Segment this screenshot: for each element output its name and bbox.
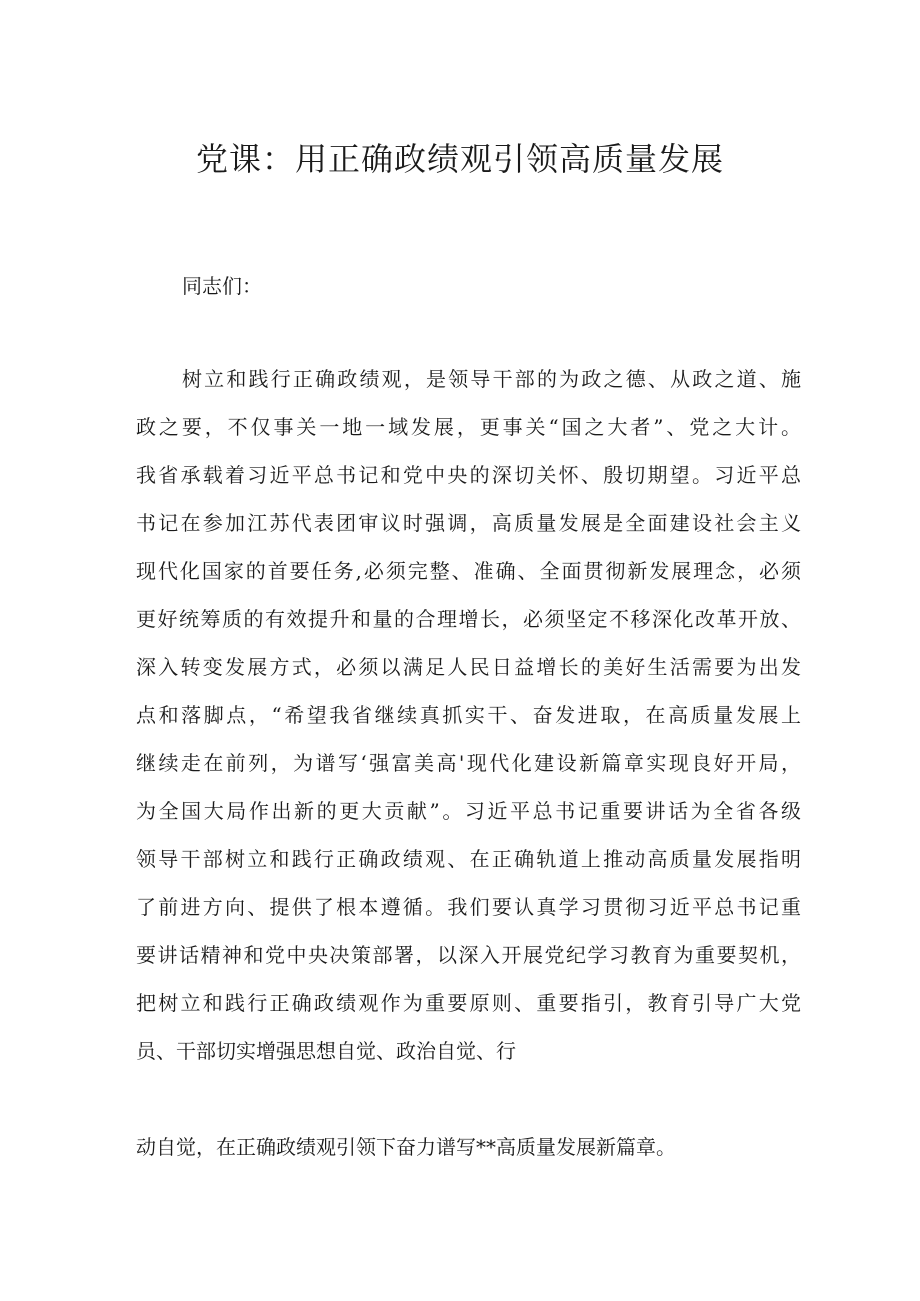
paragraph-line: 把树立和践行正确政绩观作为重要原则、重要指引，教育引导广大党 (136, 991, 801, 1015)
paragraph-line: 我省承载着习近平总书记和党中央的深切关怀、殷切期望。习近平总 (136, 463, 801, 487)
paragraph-line: 深入转变发展方式，必须以满足人民日益增长的美好生活需要为出发 (136, 655, 801, 679)
paragraph-line: 为全国大局作出新的更大贡献”。习近平总书记重要讲话为全省各级 (136, 799, 801, 823)
paragraph-line: 更好统筹质的有效提升和量的合理增长，必须坚定不移深化改革开放、 (136, 607, 801, 631)
paragraph-line: 了前进方向、提供了根本遵循。我们要认真学习贯彻习近平总书记重 (136, 895, 801, 919)
paragraph-line: 点和落脚点，“希望我省继续真抓实干、奋发进取，在高质量发展上 (136, 703, 801, 727)
paragraph-line: 领导干部树立和践行正确政绩观、在正确轨道上推动高质量发展指明 (136, 847, 801, 871)
paragraph-line: 书记在参加江苏代表团审议时强调，高质量发展是全面建设社会主义 (136, 511, 801, 535)
body-paragraph (136, 364, 801, 1084)
closing-line: 动自觉，在正确政绩观引领下奋力谱写**高质量发展新篇章。 (136, 1135, 676, 1159)
paragraph-line: 要讲话精神和党中央决策部署，以深入开展党纪学习教育为重要契机， (136, 943, 801, 967)
document-title: 党课：用正确政绩观引领高质量发展 (195, 140, 724, 178)
paragraph-line: 树立和践行正确政绩观，是领导干部的为政之德、从政之道、施 (182, 367, 801, 391)
paragraph-line: 员、干部切实增强思想自觉、政治自觉、行 (136, 1039, 516, 1063)
paragraph-line: 现代化国家的首要任务,必须完整、准确、全面贯彻新发展理念，必须 (136, 559, 801, 583)
paragraph-line: 继续走在前列，为谱写‘强富美高'现代化建设新篇章实现良好开局， (136, 751, 801, 775)
salutation: 同志们： (182, 274, 262, 298)
paragraph-line: 政之要，不仅事关一地一域发展，更事关“国之大者”、党之大计。 (136, 415, 801, 439)
